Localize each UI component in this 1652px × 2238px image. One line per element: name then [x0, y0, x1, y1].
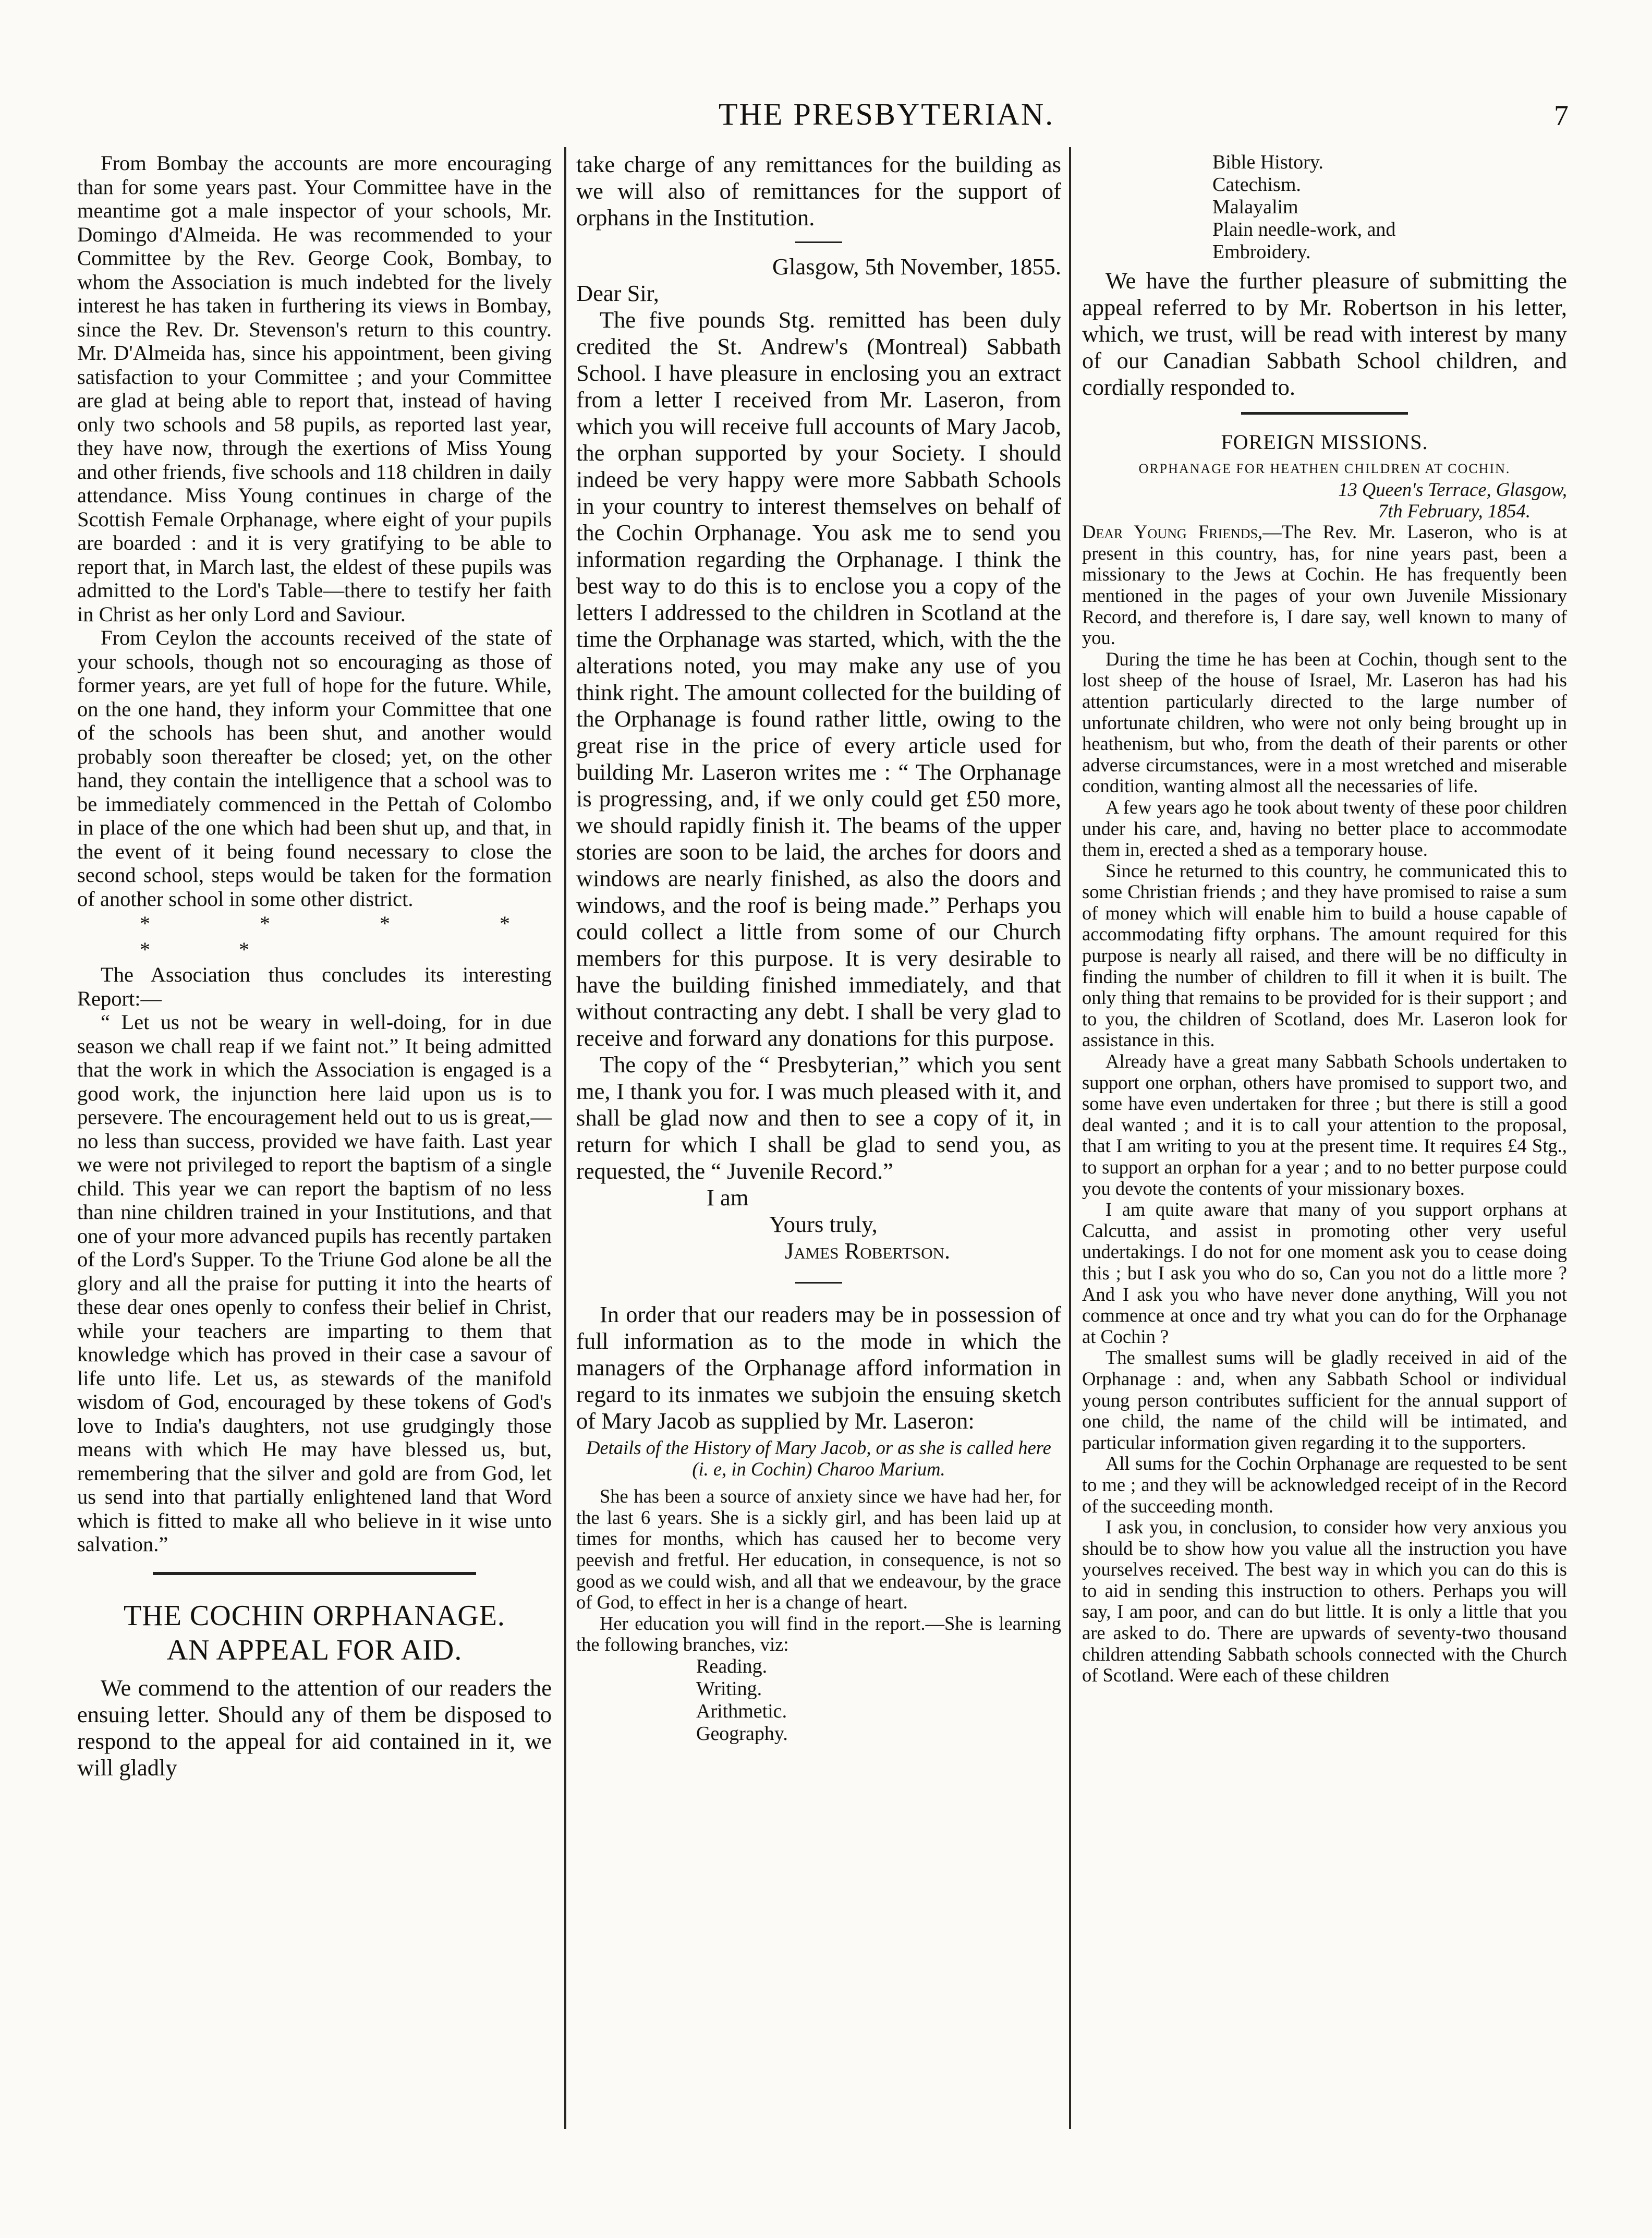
letter-closing-2: Yours truly,	[769, 1211, 878, 1237]
paragraph-smallest-sums: The smallest sums will be gladly received in aid of the Orphanage : and, when any Sabbath School or individual young person contributes sufficient for the annual support of one child, the name of the child will be intimated, and particular information given regarding it to the supporters.	[1082, 1347, 1567, 1453]
salutation: Dear Young Friends,	[1082, 521, 1263, 543]
paragraph-dear-friends	[1082, 522, 1567, 649]
section-stars: * * * * * *	[140, 912, 552, 961]
page-number: 7	[1554, 100, 1569, 132]
paragraph-appeal-intro: We commend to the attention of our readers the ensuing letter. Should any of them be disposed to respond to the appeal for aid contained in it, we will gladly	[77, 1674, 552, 1781]
paragraph-introduction: In order that our readers may be in possession of full information as to the mode in which the managers of the Orphanage afford information in regard to its inmates we subjoin the ensuing sketch of Mary Jacob as supplied by Mr. Laseron:	[576, 1301, 1061, 1434]
paragraph-remittances: take charge of any remittances for the building as we will also of remittances for the support of orphans in the Institution.	[576, 151, 1061, 231]
paragraph-shed: A few years ago he took about twenty of these poor children under his care, and, having no better place to accommodate them in, erected a shed as a temporary house.	[1082, 796, 1567, 861]
section-divider	[153, 1572, 476, 1575]
running-head: THE PRESBYTERIAN.	[718, 97, 1055, 131]
branches-list	[576, 1655, 1061, 1745]
column-3	[1082, 151, 1567, 1686]
paragraph-bombay: From Bombay the accounts are more encouraging than for some years past. Your Committee have in the meantime got a male inspector of your schools, Mr. Domingo d'Almeida. He was recommended to your Committee by the Rev. George Cook, Bombay, to whom the Association is much indebted for the lively interest he has taken in furthering its views in Bombay, since the Rev. Dr. Stevenson's return to this country. Mr. D'Almeida has, since his appointment, been giving satisfaction to your Committee ; and your Committee are glad at being able to report that, instead of having only two schools and 58 pupils, as reported last year, they have now, through the exertions of Miss Young and other friends, five schools and 118 children in daily attendance. Miss Young continues in charge of the Scottish Female Orphanage, where eight of your pupils are boarded : and it is very gratifying to be able to report that, in March last, the eldest of these pupils was admitted to the Lord's Table—there to testify her faith in Christ as her only Lord and Saviour.	[77, 151, 552, 626]
paragraph-conclusion-intro: The Association thus concludes its interesting Report:—	[77, 963, 552, 1010]
paragraph-quotation: “ Let us not be weary in well-doing, for in due season we chall reap if we faint not.” It being admitted that the work in which the Association is engaged is a good work, the injunction here laid upon us is to persevere. The encouragement held out to us is great,—no less than success, provided we have faith. Last year we were not privileged to report the baptism of a single child. This year we can report the baptism of no less than nine children trained in your Institutions, and that one of your more advanced pupils has recently partaken of the Lord's Supper. To the Triune God alone be all the glory and all the praise for putting it into the hearts of these dear ones openly to confess their belief in Christ, while your teachers are imparting to them that knowledge which has proved in their case a savour of life unto life. Let us, as stewards of the manifold wisdom of God, encouraged by these tokens of God's love to India's daughters, not use grudgingly those means with which He may have blessed us, but, remembering that the silver and gold are from God, let us send into that partially enlightened land that Word which is fitted to make all who believe in it wise unto salvation.”	[77, 1010, 552, 1556]
paragraph-conclusion: I ask you, in conclusion, to consider how very anxious you should be to show how you value all the instruction you have yourselves received. The best way in which you can do this is to aid in sending this instruction to others. Perhaps you will say, I am poor, and can do but little. It is only a little that you are asked to do. There are upwards of seventy-two thousand children attending Sabbath schools connected with the Church of Scotland. Were each of these children	[1082, 1516, 1567, 1686]
list-item: Catechism.	[1212, 174, 1301, 196]
letter-date: 7th February, 1854.	[1378, 500, 1530, 522]
list-item: Embroidery.	[1212, 241, 1311, 263]
list-item: Writing.	[696, 1677, 762, 1700]
column-rule	[564, 147, 566, 2129]
paragraph-calcutta: I am quite aware that many of you support orphans at Calcutta, and assist in promoting other very useful undertakings. I do not for one moment ask you to cease doing this ; but I ask you who do so, Can you not do a little more ? And I ask you who have never done anything, Will you not commence at once and try what you can do for the Orphanage at Cochin ?	[1082, 1199, 1567, 1347]
article-subtitle: AN APPEAL FOR AID.	[166, 1634, 463, 1666]
list-item: Geography.	[696, 1722, 788, 1745]
letter-signature: James Robertson.	[785, 1238, 951, 1264]
letter-body: The five pounds Stg. remitted has been duly credited the St. Andrew's (Montreal) Sabbath School. I have pleasure in enclosing you an extract from a letter I received from Mr. Laseron, from which you will receive full accounts of Mary Jacob, the orphan supported by your Society. I should indeed be very happy were more Sabbath Schools in your country to interest themselves on behalf of the Cochin Orphanage. You ask me to send you information regarding the Orphanage. I think the best way to do this is to enclose you a copy of the letters I addressed to the children in Scotland at the time the Orphanage was started, which, with the the alterations noted, you may make any use of you think right. The amount collected for the building of the Orphanage is found rather little, owing to the great rise in the price of every article used for building Mr. Laseron writes me : “ The Orphanage is progressing, and, if we only could get £50 more, we should rapidly finish it. The beams of the upper stories are soon to be laid, the arches for doors and windows are nearly finished, as also the doors and windows, and the roof is being made.” Perhaps you could collect a little from some of our Church members for this purpose. It is very desirable to have the building finished immediately, and that without contracting any debt. I shall be very glad to receive and forward any donations for this purpose.	[576, 307, 1061, 1051]
short-divider	[795, 241, 842, 243]
list-item: Arithmetic.	[696, 1700, 787, 1722]
letter-closing: I am	[707, 1184, 749, 1211]
short-divider	[795, 1282, 842, 1284]
column-2	[576, 151, 1061, 1745]
paragraph-sabbath-schools: Already have a great many Sabbath Schools undertaken to support one orphan, others have promised to support two, and some have even undertaken for three ; but there is still a good deal wanted ; and it is to call your attention to the proposal, that I am writing to you at the present time. It requires £4 Stg., to support an orphan for a year ; and to no better purpose could you devote the contents of your missionary boxes.	[1082, 1050, 1567, 1199]
letter-salutation: Dear Sir,	[576, 280, 659, 306]
list-item: Bible History.	[1212, 151, 1323, 173]
details-caption: Details of the History of Mary Jacob, or as she is called here (i. e, in Cochin) Charoo Marium.	[586, 1437, 1051, 1480]
section-divider	[1241, 412, 1408, 415]
list-item: Reading.	[696, 1655, 768, 1677]
list-item: Plain needle-work, and	[1212, 219, 1396, 240]
paragraph-all-sums: All sums for the Cochin Orphanage are requested to be sent to me ; and they will be acknowledged receipt of in the Record of the succeeding month.	[1082, 1453, 1567, 1517]
salutation-body: —The Rev. Mr. Laseron, who is at present in this country, has, for nine years past, been a missionary to the Jews at Cochin. He has frequently been mentioned in the pages of your own Juvenile Missionary Record, and therefore is, I dare say, well known to many of you.	[1082, 521, 1567, 649]
letter-address: 13 Queen's Terrace, Glasgow,	[1338, 479, 1567, 500]
paragraph-returned: Since he returned to this country, he communicated this to some Christian friends ; and they have promised to raise a sum of money which will enable him to build a house capable of accommodating fifty orphans. The amount required for this purpose is nearly all raised, and there will be no difficulty in finding the number of children to fill it when it is built. The only thing that remains to be provided for is their support ; and to you, the children of Scotland, does Mr. Laseron look for assistance in this.	[1082, 860, 1567, 1051]
section-subheading: ORPHANAGE FOR HEATHEN CHILDREN AT COCHIN.	[1138, 461, 1511, 476]
article-title: THE COCHIN ORPHANAGE.	[124, 1599, 505, 1632]
paragraph-laseron: During the time he has been at Cochin, though sent to the lost sheep of the house of Israel, Mr. Laseron has had his attention particularly directed to the large number of unfortunate children, who were not only being brought up in heathenism, but who, from the death of their parents or other adverse circumstances, were in a most wretched and miserable condition, wanting almost all the necessaries of life.	[1082, 648, 1567, 797]
paragraph-mary-jacob: She has been a source of anxiety since we have had her, for the last 6 years. She is a sickly girl, and has been laid up at times for months, which has caused her to become very peevish and fretful. Her education, in consequence, is not so good as we could wish, and all that we endeavour, by the grace of God, to effect in her is a change of heart.	[576, 1485, 1061, 1613]
branches-list-continued	[1082, 151, 1567, 263]
paragraph-education: Her education you will find in the report.—She is learning the following branches, viz:	[576, 1612, 1061, 1655]
letter-dateline: Glasgow, 5th November, 1855.	[772, 253, 1061, 280]
list-item: Malayalim	[1212, 196, 1298, 218]
paragraph-ceylon: From Ceylon the accounts received of the state of your schools, though not so encouraging as those of former years, are yet full of hope for the future. While, on the one hand, they inform your Committee that one of the schools has been shut, and another would probably soon thereafter be closed; yet, on the other hand, they contain the intelligence that a school was to be immediately commenced in the Pettah of Colombo in place of the one which had been shut up, and that, in the event of it being found necessary to close the second school, steps would be taken for the formation of another school in some other district.	[77, 626, 552, 911]
column-rule	[1069, 147, 1071, 2129]
paragraph-further-pleasure: We have the further pleasure of submitting the appeal referred to by Mr. Robertson in his letter, which, we trust, will be read with interest by many of our Canadian Sabbath School children, and cordially responded to.	[1082, 268, 1567, 400]
section-heading: FOREIGN MISSIONS.	[1221, 430, 1428, 454]
column-1	[77, 151, 552, 1781]
letter-body-2: The copy of the “ Presbyterian,” which you sent me, I thank you for. I was much pleased with it, and shall be glad now and then to see a copy of it, in return for which I shall be glad to send you, as requested, the “ Juvenile Record.”	[576, 1051, 1061, 1184]
